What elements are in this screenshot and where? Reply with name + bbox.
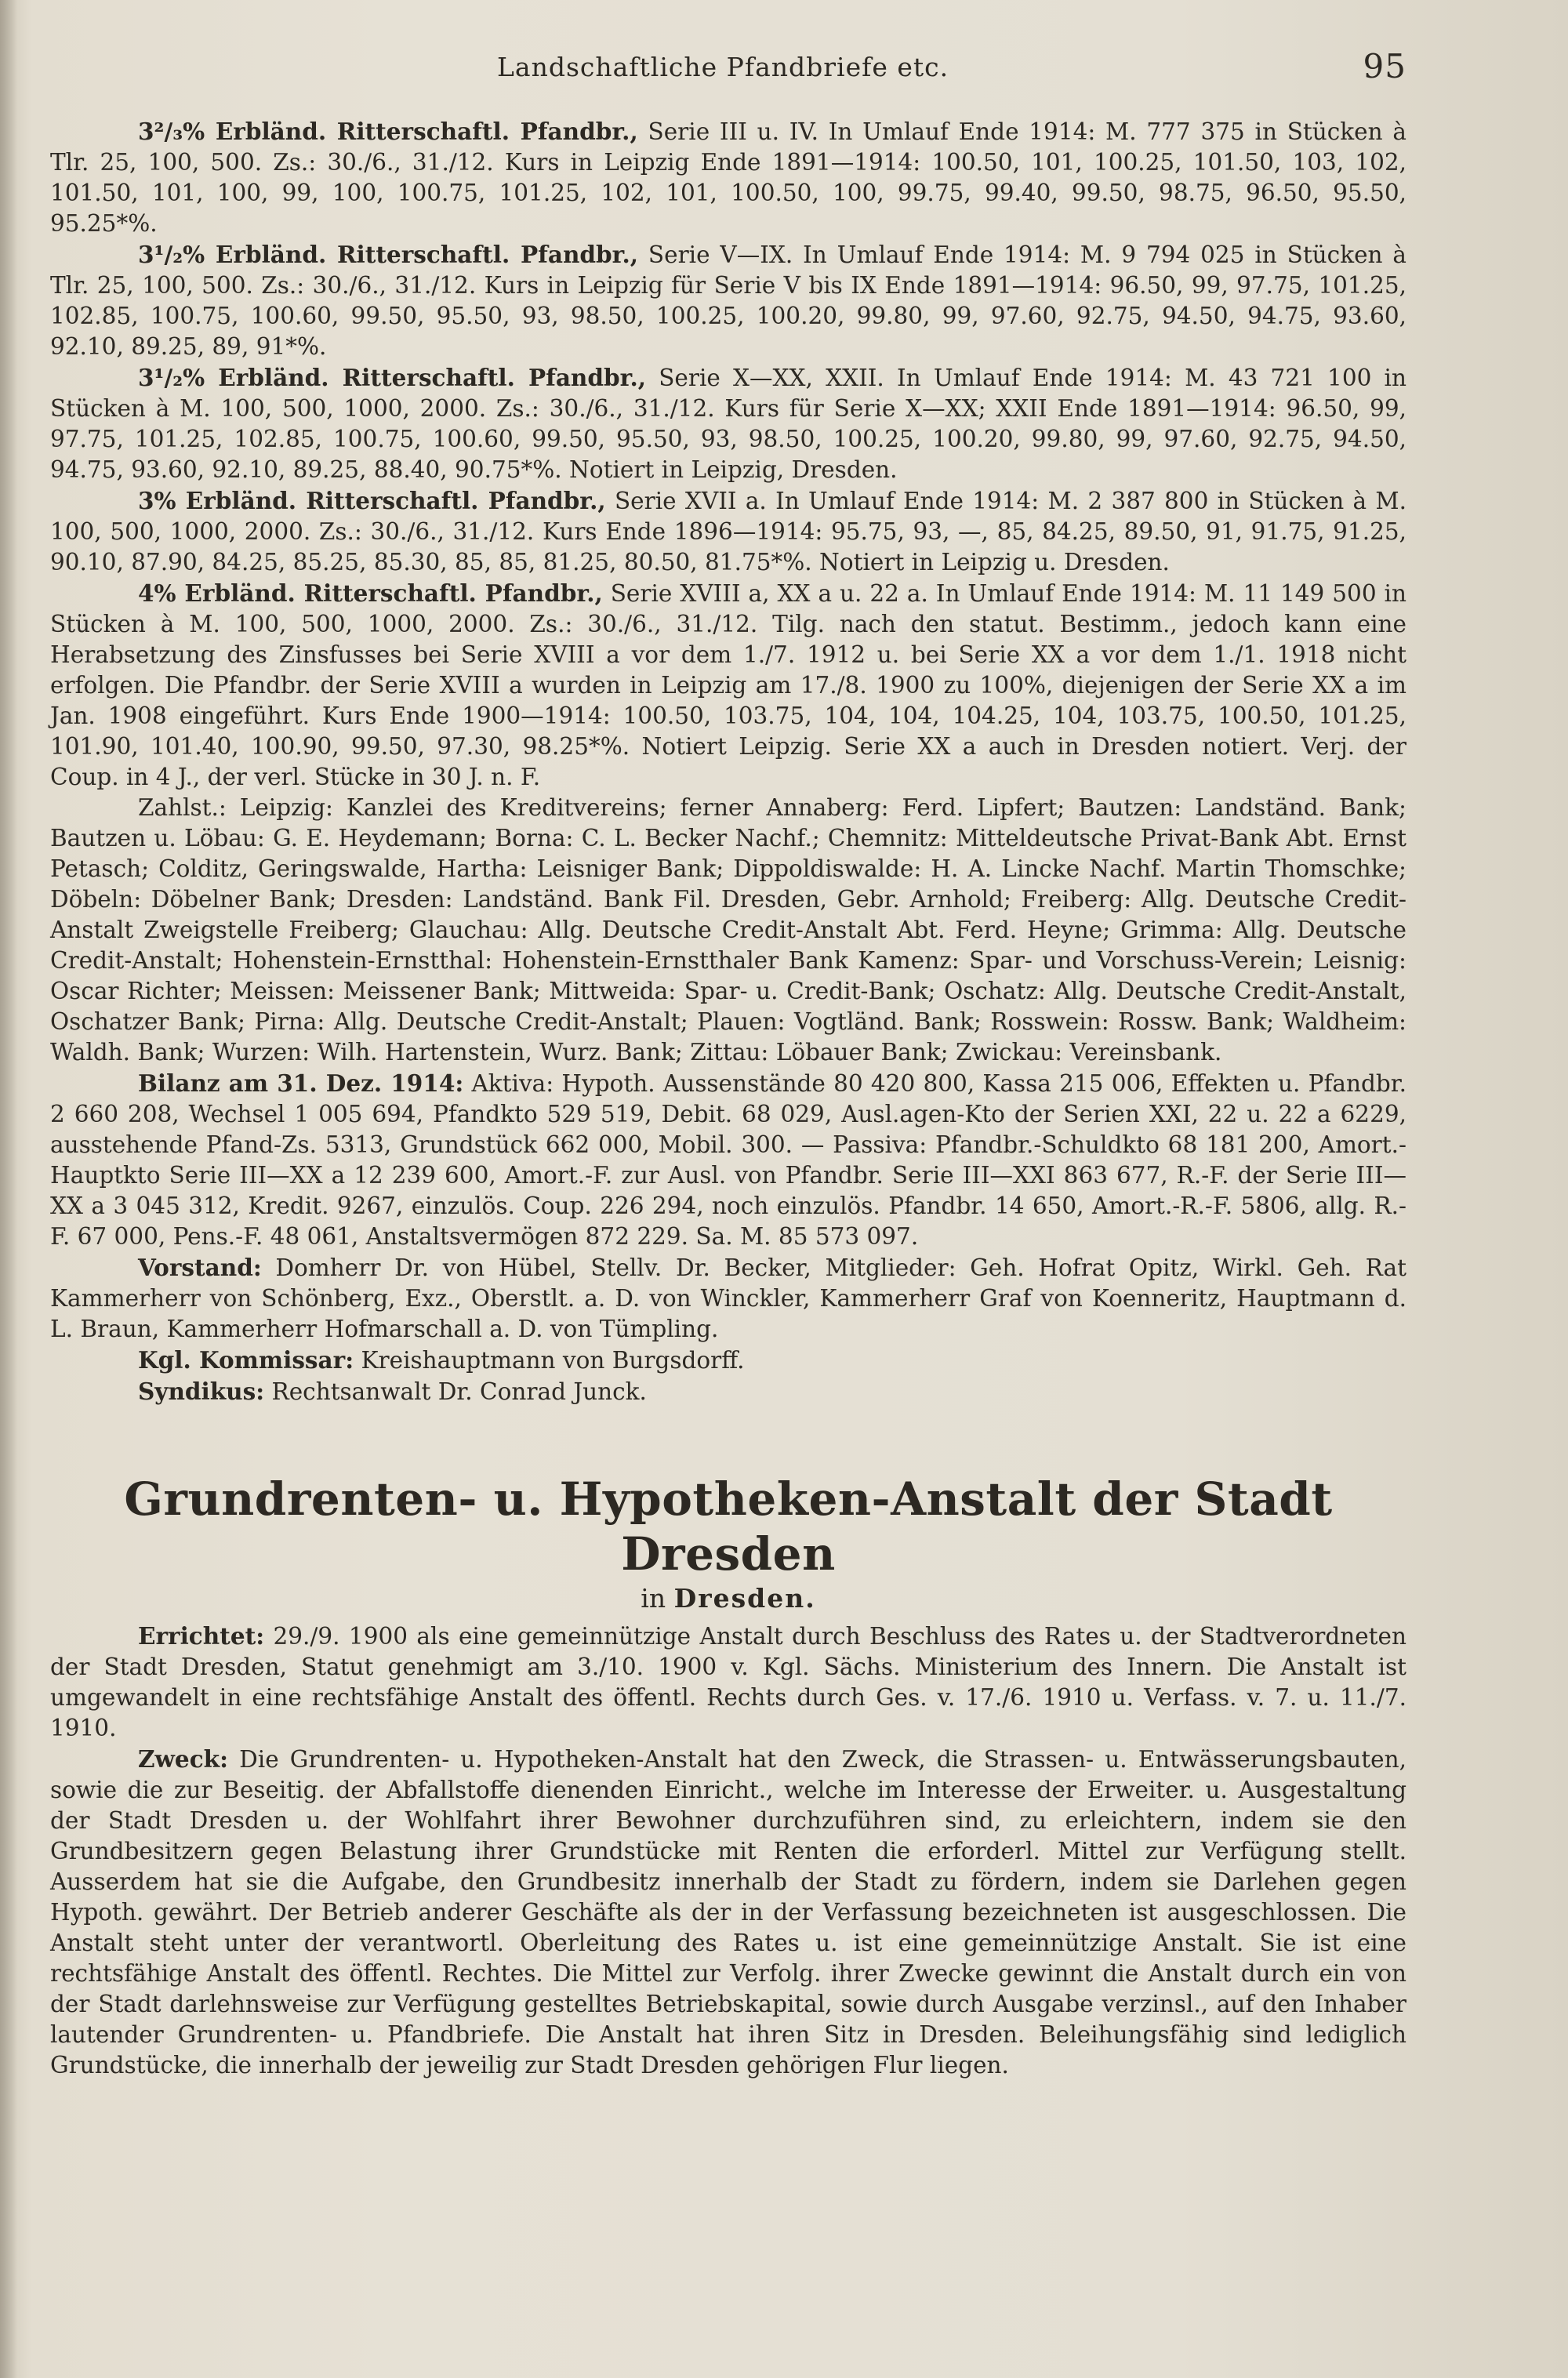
- syndic-paragraph: [50, 1376, 1406, 1407]
- purpose-paragraph: [50, 1744, 1406, 2081]
- entry-paragraph: [50, 578, 1406, 793]
- page-edge-shadow: [0, 0, 17, 2378]
- subtitle-in: in: [641, 1583, 666, 1614]
- entry-text: 29./9. 1900 als eine gemeinnützige Anstalt durch Beschluss des Rates u. der Stadtverordneten der Stadt Dresden, Statut genehmigt am 3./10. 1900 v. Kgl. Sächs. Ministerium des Innern. Die Anstalt ist umgewandelt in eine rechtsfähige Anstalt des öffentl. Rechts durch Ges. v. 17./6. 1910 u. Verfass. v. 7. u. 11./7. 1910.: [50, 1623, 1406, 1741]
- commissioner-paragraph: [50, 1345, 1406, 1376]
- entry-text: Domherr Dr. von Hübel, Stellv. Dr. Becker, Mitglieder: Geh. Hofrat Opitz, Wirkl. Geh. Rat Kammerherr von Schönberg, Exz., Oberstlt. a. D. von Winckler, Kammerherr Graf von Koenneritz, Hauptmann d. L. Braun, Kammerherr Hofmarschall a. D. von Tümpling.: [50, 1254, 1406, 1342]
- entry-bold-lead: Bilanz am 31. Dez. 1914:: [138, 1069, 464, 1097]
- page-number: 95: [1363, 47, 1406, 85]
- balance-sheet-paragraph: [50, 1068, 1406, 1252]
- entry-bold-lead: Vorstand:: [138, 1254, 262, 1281]
- entry-text: Serie III u. IV. In Umlauf Ende 1914: M. 777 375 in Stücken à Tlr. 25, 100, 500. Zs.: 30./6., 31./12. Kurs in Leipzig Ende 1891—1914: 100.50, 101, 100.25, 101.50, 103, 102, 101.50, 101, 100, 99, 100, 100.75, 101.25, 102, 101, 100.50, 100, 99.75, 99.40, 99.50, 98.75, 96.50, 95.50, 95.25*%.: [50, 118, 1406, 237]
- entry-bold-lead: Errichtet:: [138, 1622, 265, 1650]
- entry-bold-lead: 3¹/₂% Erbländ. Ritterschaftl. Pfandbr.,: [138, 364, 647, 391]
- entry-bold-lead: 4% Erbländ. Ritterschaftl. Pfandbr.,: [138, 579, 603, 607]
- entry-text: Kreishauptmann von Burgsdorff.: [354, 1347, 745, 1374]
- entry-text: Serie X—XX, XXII. In Umlauf Ende 1914: M. 43 721 100 in Stücken à M. 100, 500, 1000, 2000. Zs.: 30./6., 31./12. Kurs für Serie X—XX; XXII Ende 1891—1914: 96.50, 99, 97.75, 101.25, 102.85, 100.75, 100.60, 99.50, 95.50, 93, 98.50, 100.25, 100.20, 99.80, 99, 97.60, 92.75, 94.50, 94.75, 93.60, 92.10, 89.25, 88.40, 90.75*%. Notiert in Leipzig, Dresden.: [50, 365, 1406, 483]
- text-column: [50, 116, 1406, 2081]
- entry-bold-lead: 3¹/₂% Erbländ. Ritterschaftl. Pfandbr.,: [138, 241, 639, 268]
- entry-bold-lead: 3²/₃% Erbländ. Ritterschaftl. Pfandbr.,: [138, 118, 638, 145]
- entry-paragraph: [50, 485, 1406, 578]
- entry-paragraph: [50, 116, 1406, 239]
- entry-text: Serie XVII a. In Umlauf Ende 1914: M. 2 387 800 in Stücken à M. 100, 500, 1000, 2000. Zs.: 30./6., 31./12. Kurs Ende 1896—1914: 95.75, 93, —, 85, 84.25, 89.50, 91, 91.75, 91.25, 90.10, 87.90, 84.25, 85.25, 85.30, 85, 85, 81.25, 80.50, 81.75*%. Notiert in Leipzig u. Dresden.: [50, 488, 1406, 575]
- established-paragraph: [50, 1621, 1406, 1744]
- entry-paragraph: [50, 362, 1406, 485]
- entry-bold-lead: 3% Erbländ. Ritterschaftl. Pfandbr.,: [138, 487, 606, 514]
- entry-bold-lead: Zweck:: [138, 1745, 228, 1773]
- entry-text: Die Grundrenten- u. Hypotheken-Anstalt hat den Zweck, die Strassen- u. Entwässerungsbauten, sowie die zur Beseitig. der Abfallstoffe dienenden Einricht., welche im Interesse der Erweiter. u. Ausgestaltung der Stadt Dresden u. der Wohlfahrt ihrer Bewohner durchzuführen sind, zu erleichtern, indem sie den Grundbesitzern gegen Belastung ihrer Grundstücke mit Renten die erforderl. Mittel zur Verfügung stellt. Ausserdem hat sie die Aufgabe, den Grundbesitz innerhalb der Stadt zu fördern, indem sie Darlehen gegen Hypoth. gewährt. Der Betrieb anderer Geschäfte als der in der Verfassung bezeichneten ist ausgeschlossen. Die Anstalt steht unter der verantwortl. Oberleitung des Rates u. ist eine gemeinnützige Anstalt. Sie ist eine rechtsfähige Anstalt des öffentl. Rechtes. Die Mittel zur Verfolg. ihrer Zwecke gewinnt die Anstalt durch ein von der Stadt darlehnsweise zur Verfügung gestelltes Betriebskapital, sowie durch Ausgabe verzinsl., auf den Inhaber lautender Grundrenten- u. Pfandbriefe. Die Anstalt hat ihren Sitz in Dresden. Beleihungsfähig sind lediglich Grundstücke, die innerhalb der jeweilig zur Stadt Dresden gehörigen Flur liegen.: [50, 1746, 1406, 2078]
- entry-text: Aktiva: Hypoth. Aussenstände 80 420 800, Kassa 215 006, Effekten u. Pfandbr. 2 660 208, Wechsel 1 005 694, Pfandkto 529 519, Debit. 68 029, Ausl.agen-Kto der Serien XXI, 22 u. 22 a 6229, ausstehende Pfand-Zs. 5313, Grundstück 662 000, Mobil. 300. — Passiva: Pfandbr.-Schuldkto 68 181 200, Amort.-Hauptkto Serie III—XX a 12 239 600, Amort.-F. zur Ausl. von Pfandbr. Serie III—XXI 863 677, R.-F. der Serie III—XX a 3 045 312, Kredit. 9267, einzulös. Coup. 226 294, noch einzulös. Pfandbr. 14 650, Amort.-R.-F. 5806, allg. R.-F. 67 000, Pens.-F. 48 061, Anstaltsvermögen 872 229. Sa. M. 85 573 097.: [50, 1070, 1406, 1250]
- section-heading: [50, 1472, 1406, 1616]
- entry-text: Serie XVIII a, XX a u. 22 a. In Umlauf Ende 1914: M. 11 149 500 in Stücken à M. 100, 500, 1000, 2000. Zs.: 30./6., 31./12. Tilg. nach den statut. Bestimm., jedoch kann eine Herabsetzung des Zinsfusses bei Serie XVIII a vor dem 1./7. 1912 u. bei Serie XX a vor dem 1./1. 1918 nicht erfolgen. Die Pfandbr. der Serie XVIII a wurden in Leipzig am 17./8. 1900 zu 100%, diejenigen der Serie XX a im Jan. 1908 eingeführt. Kurs Ende 1900—1914: 100.50, 103.75, 104, 104, 104.25, 104, 103.75, 100.50, 101.25, 101.90, 101.40, 100.90, 99.50, 97.30, 98.25*%. Notiert Leipzig. Serie XX a auch in Dresden notiert. Verj. der Coup. in 4 J., der verl. Stücke in 30 J. n. F.: [50, 580, 1406, 790]
- entry-bold-lead: Syndikus:: [138, 1378, 265, 1405]
- running-header: [50, 47, 1406, 94]
- entry-bold-lead: Kgl. Kommissar:: [138, 1346, 354, 1374]
- section-title: Grundrenten- u. Hypotheken-Anstalt der Stadt Dresden: [124, 1472, 1333, 1581]
- entry-text: Zahlst.: Leipzig: Kanzlei des Kreditvereins; ferner Annaberg: Ferd. Lipfert; Bautzen: Landständ. Bank; Bautzen u. Löbau: G. E. Heydemann; Borna: C. L. Becker Nachf.; Chemnitz: Mitteldeutsche Privat-Bank Abt. Ernst Petasch; Colditz, Geringswalde, Hartha: Leisniger Bank; Dippoldiswalde: H. A. Lincke Nachf. Martin Thomschke; Döbeln: Döbelner Bank; Dresden: Landständ. Bank Fil. Dresden, Gebr. Arnhold; Freiberg: Allg. Deutsche Credit-Anstalt Zweigstelle Freiberg; Glauchau: Allg. Deutsche Credit-Anstalt Abt. Ferd. Heyne; Grimma: Allg. Deutsche Credit-Anstalt; Hohenstein-Ernstthal: Hohenstein-Ernstthaler Bank Kamenz: Spar- und Vorschuss-Verein; Leisnig: Oscar Richter; Meissen: Meissener Bank; Mittweida: Spar- u. Credit-Bank; Oschatz: Allg. Deutsche Credit-Anstalt, Oschatzer Bank; Pirna: Allg. Deutsche Credit-Anstalt; Plauen: Vogtländ. Bank; Rosswein: Rossw. Bank; Waldheim: Waldh. Bank; Wurzen: Wilh. Hartenstein, Wurz. Bank; Zittau: Löbauer Bank; Zwickau: Vereinsbank.: [50, 794, 1406, 1066]
- header-title: Landschaftliche Pfandbriefe etc.: [497, 52, 949, 82]
- entry-paragraph: [50, 239, 1406, 362]
- subtitle-city: Dresden.: [673, 1583, 816, 1614]
- entry-text: Serie V—IX. In Umlauf Ende 1914: M. 9 794 025 in Stücken à Tlr. 25, 100, 500. Zs.: 30./6., 31./12. Kurs in Leipzig für Serie V bis IX Ende 1891—1914: 96.50, 99, 97.75, 101.25, 102.85, 100.75, 100.60, 99.50, 95.50, 93, 98.50, 100.25, 100.20, 99.80, 99, 97.60, 92.75, 94.50, 94.75, 93.60, 92.10, 89.25, 89, 91*%.: [50, 241, 1406, 360]
- board-paragraph: [50, 1252, 1406, 1345]
- paying-agents-paragraph: [50, 793, 1406, 1068]
- entry-text: Rechtsanwalt Dr. Conrad Junck.: [264, 1378, 647, 1405]
- section-subtitle: [50, 1581, 1406, 1616]
